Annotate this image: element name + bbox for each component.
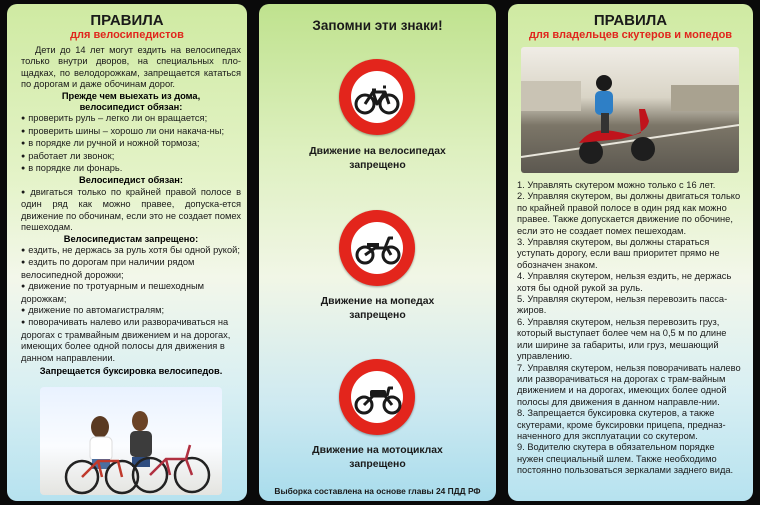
motorcycle-sign-caption-2: запрещено: [349, 459, 406, 470]
rule-item: 4. Управляя скутером, нельзя ездить, не держась хотя бы одной рукой за руль.: [517, 271, 732, 293]
cyclist-intro: Дети до 14 лет могут ездить на велосипедах только внутри дворов, на специальных пло-щадках, по велодорожкам, запрещается кататься по дорогам и даже обочинам дорог.: [21, 45, 241, 90]
rule-item: 8. Запрещается буксировка скутеров, а также скутерами, кроме буксировки прицепа, предназ-наченного для эксплуатации со скутером.: [517, 408, 726, 441]
cyclist-title: ПРАВИЛА: [90, 12, 164, 29]
must-heading: велосипедист обязан:: [79, 102, 183, 113]
scooter-rules-panel: [508, 4, 753, 501]
signs-panel: [259, 4, 496, 501]
no-motorcycles-sign: [339, 359, 415, 435]
forbidden-item: ● поворачивать налево или разворачиваться на дорогах с трамвайным движением и на дорогах, имеющих более одной полосы для движения в данном направлении.: [21, 317, 241, 364]
cyclist-subtitle: для велосипедистов: [70, 29, 184, 41]
rule-item: 5. Управляя скутером, нельзя перевозить пасса-жиров.: [517, 294, 728, 316]
before-heading: Прежде чем выехать из дома,: [61, 90, 201, 101]
obliged-text: ● двигаться только по крайней правой полосе в один ряд как можно правее, допуска-ется движение по обочинам, если это не создает помех пешеходам.: [21, 187, 241, 234]
rule-item: 1. Управлять скутером можно только с 16 лет.: [517, 180, 716, 190]
cyclist-rules-panel: [7, 4, 247, 501]
rule-item: 6. Управляя скутером, нельзя перевозить груз, который выступает более чем на 0,5 м по длине или ширине за габариты, или груз, мешающий управлению.: [517, 316, 727, 362]
signs-title: Запомни эти знаки!: [312, 18, 443, 33]
bicycle-sign-caption: Движение на велосипедах: [309, 146, 446, 157]
bicycle-sign-caption-2: запрещено: [349, 160, 406, 171]
moped-sign-caption-2: запрещено: [349, 310, 406, 321]
motorcycle-icon: [339, 359, 415, 435]
no-bicycles-sign: [339, 59, 415, 135]
rule-item: 9. Водителю скутера в обязательном порядке нужен специальный шлем. Также необходимо постоянно пользоваться зеркалами заднего вида.: [517, 442, 734, 476]
moped-sign-caption: Движение на мопедах: [320, 296, 435, 307]
towing-note: Запрещается буксировка велосипедов.: [39, 365, 223, 376]
forbidden-item: ● ездить, не держась за руль хотя бы одной рукой;: [21, 245, 241, 257]
motorcycle-sign-caption: Движение на мотоциклах: [312, 445, 443, 456]
forbidden-item: ● движение по тротуарным и пешеходным дорожкам;: [21, 281, 241, 305]
check-item: ● в порядке ли ручной и ножной тормоза;: [21, 138, 241, 150]
scooter-title: ПРАВИЛА: [593, 12, 668, 29]
source-footer: Выборка составлена на основе главы 24 ПДД РФ: [274, 486, 481, 496]
bicycle-icon: [339, 59, 415, 135]
check-item: ● проверить шины – хорошо ли они накача-ны;: [21, 126, 241, 138]
check-item: ● проверить руль – легко ли он вращается;: [21, 113, 241, 125]
forbidden-heading: Велосипедистам запрещено:: [63, 233, 199, 244]
check-item: ● работает ли звонок;: [21, 151, 241, 163]
rule-item: 3. Управляя скутером, вы должны стараться уступать дорогу, если ваш приоритет прямо не обозначен знаком.: [517, 237, 720, 270]
scooter-photo: [521, 47, 739, 173]
scooter-subtitle: для владельцев скутеров и мопедов: [528, 29, 733, 41]
moped-icon: [339, 210, 415, 286]
no-mopeds-sign: [339, 210, 415, 286]
rule-item: 7. Управляя скутером, нельзя поворачивать налево или разворачиваться на дорогах с трам-вайным движением и на дорогах, имеющих более одной полосы для движения в данном направле-нии.: [517, 362, 741, 407]
obliged-heading: Велосипедист обязан:: [79, 175, 183, 186]
cyclists-illustration: [40, 387, 222, 495]
scooter-rules-list: [517, 180, 742, 477]
rule-item: 2. Управляя скутером, вы должны двигаться только по крайней правой полосе в один ряд как можно правее. Также допускается движение по обочине, если это не создает помех пешеходам.: [517, 191, 741, 236]
forbidden-item: ● ездить по дорогам при наличии рядом велосипедной дорожки;: [21, 257, 241, 281]
check-item: ● в порядке ли фонарь.: [21, 163, 241, 175]
cyclist-text-block: [21, 45, 241, 377]
forbidden-item: ● движение по автомагистралям;: [21, 305, 241, 317]
scooter-illustration: [521, 47, 739, 173]
cyclists-photo: [40, 387, 222, 495]
